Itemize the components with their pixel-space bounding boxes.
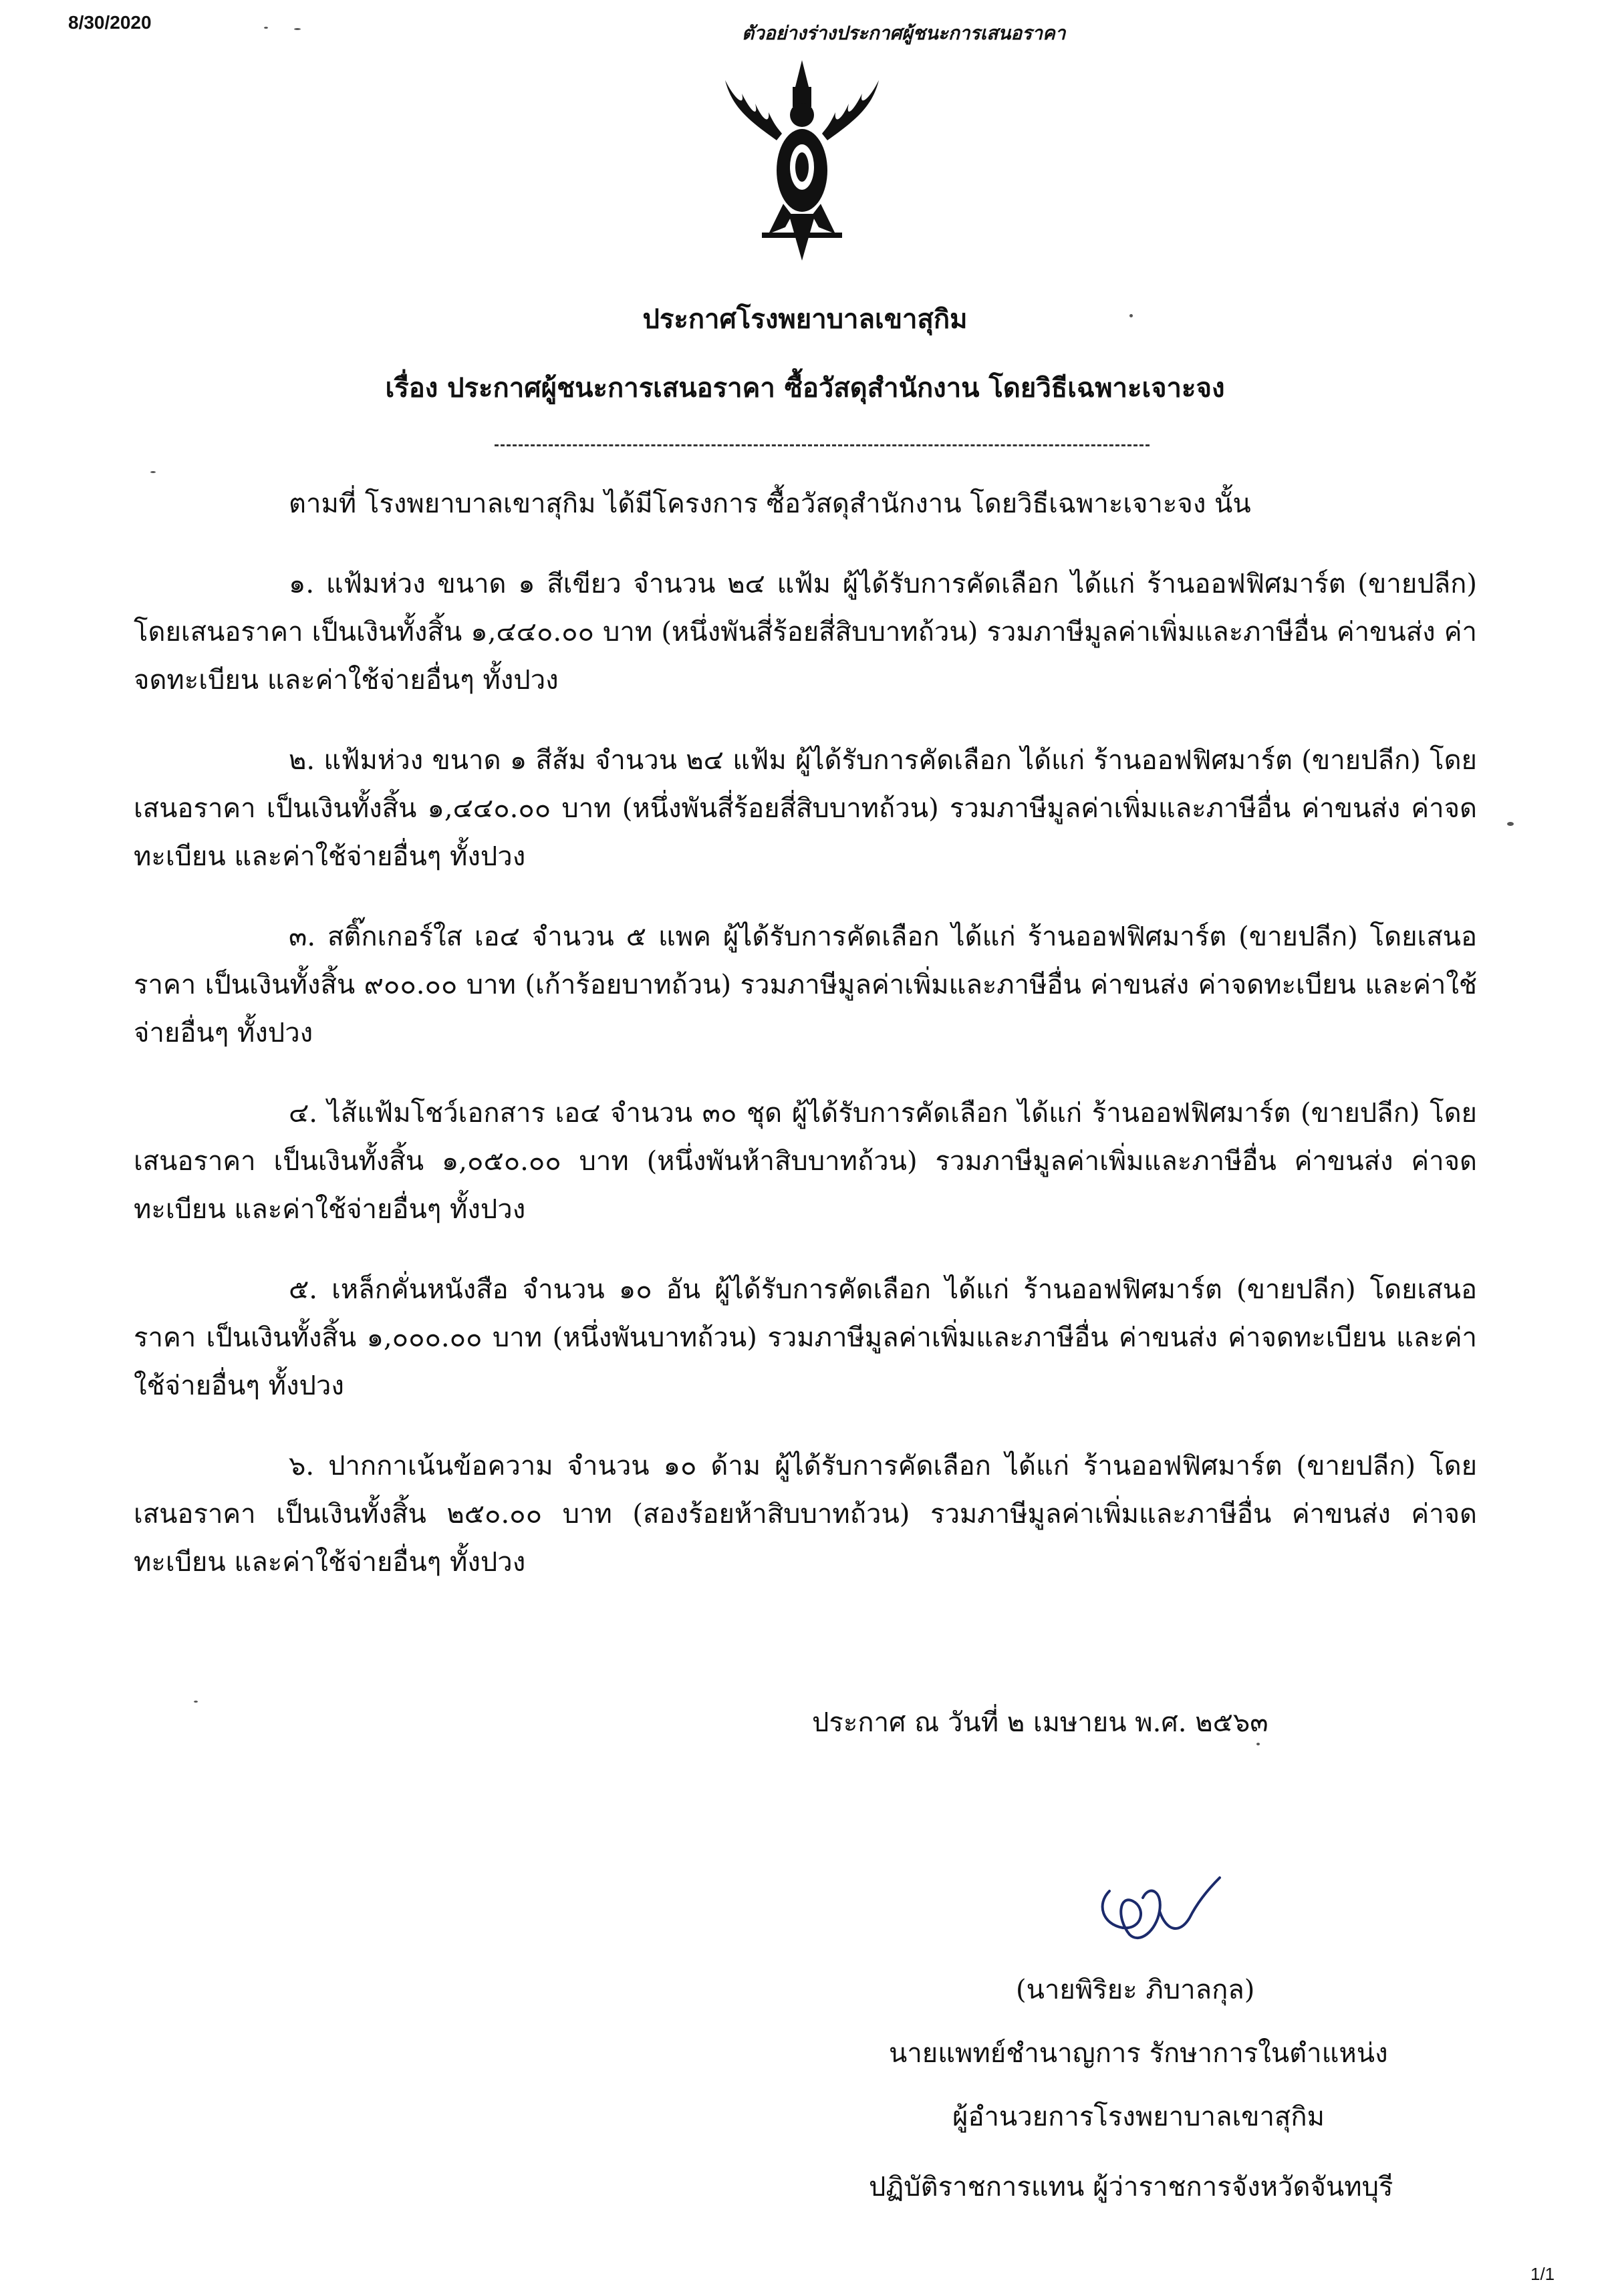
signature-mark	[1089, 1871, 1223, 1951]
scan-speck	[1256, 1743, 1260, 1745]
item-paragraph: ๔. ไส้แฟ้มโชว์เอกสาร เอ๔ จำนวน ๓๐ ชุด ผู้ได้รับการคัดเลือก ได้แก่ ร้านออฟฟิศมาร์ต (ขายปลีก) โดยเสนอราคา เป็นเงินทั้งสิ้น ๑,๐๕๐.๐๐ บาท (หนึ่งพันห้าสิบบาทถ้วน) รวมภาษีมูลค่าเพิ่มและภาษีอื่น ค่าขนส่ง ค่าจดทะเบียน และค่าใช้จ่ายอื่นๆ ทั้งปวง	[134, 1098, 1477, 1225]
item-paragraph: ๕. เหล็กคั่นหนังสือ จำนวน ๑๐ อัน ผู้ได้รับการคัดเลือก ได้แก่ ร้านออฟฟิศมาร์ต (ขายปลีก) โดยเสนอราคา เป็นเงินทั้งสิ้น ๑,๐๐๐.๐๐ บาท (หนึ่งพันบาทถ้วน) รวมภาษีมูลค่าเพิ่มและภาษีอื่น ค่าขนส่ง ค่าจดทะเบียน และค่าใช้จ่ายอื่นๆ ทั้งปวง	[134, 1274, 1477, 1401]
item-paragraph: ๑. แฟ้มห่วง ขนาด ๑ สีเขียว จำนวน ๒๔ แฟ้ม ผู้ได้รับการคัดเลือก ได้แก่ ร้านออฟฟิศมาร์ต (ขายปลีก) โดยเสนอราคา เป็นเงินทั้งสิ้น ๑,๔๔๐.๐๐ บาท (หนึ่งพันสี่ร้อยสี่สิบบาทถ้วน) รวมภาษีมูลค่าเพิ่มและภาษีอื่น ค่าขนส่ง ค่าจดทะเบียน และค่าใช้จ่ายอื่นๆ ทั้งปวง	[134, 569, 1477, 696]
announcement-title: ประกาศโรงพยาบาลเขาสุกิม	[642, 303, 968, 335]
page-number: 1/1	[1530, 2264, 1555, 2284]
announcement-subject: เรื่อง ประกาศผู้ชนะการเสนอราคา ซื้อวัสดุสำนักงาน โดยวิธีเฉพาะเจาะจง	[385, 372, 1225, 404]
signatory-position: ปฏิบัติราชการแทน ผู้ว่าราชการจังหวัดจันทบุรี	[869, 2172, 1393, 2202]
intro-paragraph: ตามที่ โรงพยาบาลเขาสุกิม ได้มีโครงการ ซื้อวัสดุสำนักงาน โดยวิธีเฉพาะเจาะจง นั้น	[289, 488, 1251, 519]
scan-speck	[1507, 822, 1514, 826]
item-paragraph: ๓. สติ๊กเกอร์ใส เอ๔ จำนวน ๕ แพค ผู้ได้รับการคัดเลือก ได้แก่ ร้านออฟฟิศมาร์ต (ขายปลีก) โดยเสนอราคา เป็นเงินทั้งสิ้น ๙๐๐.๐๐ บาท (เก้าร้อยบาทถ้วน) รวมภาษีมูลค่าเพิ่มและภาษีอื่น ค่าขนส่ง ค่าจดทะเบียน และค่าใช้จ่ายอื่นๆ ทั้งปวง	[134, 921, 1477, 1048]
item-paragraph: ๖. ปากกาเน้นข้อความ จำนวน ๑๐ ด้าม ผู้ได้รับการคัดเลือก ได้แก่ ร้านออฟฟิศมาร์ต (ขายปลีก) โดยเสนอราคา เป็นเงินทั้งสิ้น ๒๕๐.๐๐ บาท (สองร้อยห้าสิบบาทถ้วน) รวมภาษีมูลค่าเพิ่มและภาษีอื่น ค่าขนส่ง ค่าจดทะเบียน และค่าใช้จ่ายอื่นๆ ทั้งปวง	[134, 1451, 1477, 1578]
garuda-emblem-icon	[722, 60, 882, 261]
scan-speck	[294, 28, 301, 30]
item-paragraph: ๒. แฟ้มห่วง ขนาด ๑ สีส้ม จำนวน ๒๔ แฟ้ม ผู้ได้รับการคัดเลือก ได้แก่ ร้านออฟฟิศมาร์ต (ขายปลีก) โดยเสนอราคา เป็นเงินทั้งสิ้น ๑,๔๔๐.๐๐ บาท (หนึ่งพันสี่ร้อยสี่สิบบาทถ้วน) รวมภาษีมูลค่าเพิ่มและภาษีอื่น ค่าขนส่ง ค่าจดทะเบียน และค่าใช้จ่ายอื่นๆ ทั้งปวง	[134, 745, 1477, 872]
scan-speck	[194, 1701, 198, 1703]
signatory-name: (นายพิริยะ ภิบาลกุล)	[1016, 1975, 1255, 2005]
scan-speck	[264, 27, 268, 29]
scan-speck	[1129, 314, 1133, 317]
scan-speck	[150, 471, 156, 473]
print-date: 8/30/2020	[68, 12, 152, 33]
announcement-date: ประกาศ ณ วันที่ ๒ เมษายน พ.ศ. ๒๕๖๓	[812, 1707, 1268, 1738]
title-divider	[495, 444, 1150, 446]
signatory-position: ผู้อำนวยการโรงพยาบาลเขาสุกิม	[952, 2102, 1325, 2132]
header-note: ตัวอย่างร่างประกาศผู้ชนะการเสนอราคา	[742, 22, 1066, 44]
announcement-body	[134, 480, 1477, 1618]
signatory-position: นายแพทย์ชำนาญการ รักษาการในตำแหน่ง	[889, 2038, 1388, 2069]
